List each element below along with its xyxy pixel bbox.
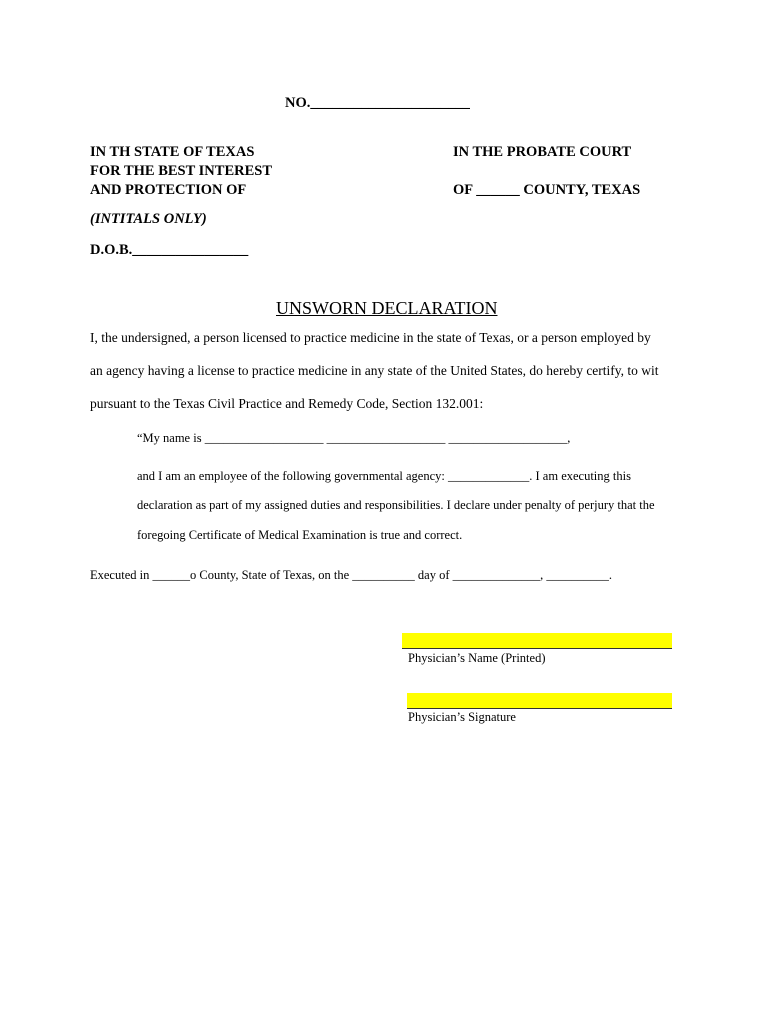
document-title: UNSWORN DECLARATION [276,298,498,318]
physician-name-label: Physician’s Name (Printed) [408,651,546,665]
physician-signature-field[interactable] [407,693,672,709]
quote-line: foregoing Certificate of Medical Examination is true and correct. [137,528,463,542]
paragraph-line: I, the undersigned, a person licensed to practice medicine in the state of Texas, or a person employed by [90,330,651,345]
quote-line: and I am an employee of the following governmental agency: _____________. I am executing this [137,469,631,483]
caption-left-line-3: AND PROTECTION OF [90,182,247,198]
physician-signature-label: Physician’s Signature [408,710,516,724]
paragraph-line: an agency having a license to practice medicine in any state of the United States, do hereby certify, to wit [90,363,659,378]
case-number: NO.______________________ [285,95,470,111]
caption-left-line-2: FOR THE BEST INTEREST [90,163,272,179]
initials-label: (INTITALS ONLY) [90,211,207,227]
executed-line: Executed in ______o County, State of Texas, on the __________ day of ______________, __________. [90,568,612,582]
caption-left-line-1: IN TH STATE OF TEXAS [90,144,255,160]
quote-line: “My name is ___________________ ___________________ ___________________, [137,431,571,445]
paragraph-line: pursuant to the Texas Civil Practice and Remedy Code, Section 132.001: [90,396,484,411]
caption-right-line-1: IN THE PROBATE COURT [453,144,632,160]
quote-line: declaration as part of my assigned duties and responsibilities. I declare under penalty of perjury that the [137,498,655,512]
physician-name-field[interactable] [402,633,672,649]
dob-field: D.O.B.________________ [90,242,249,258]
caption-right-line-2: OF ______ COUNTY, TEXAS [453,182,641,198]
